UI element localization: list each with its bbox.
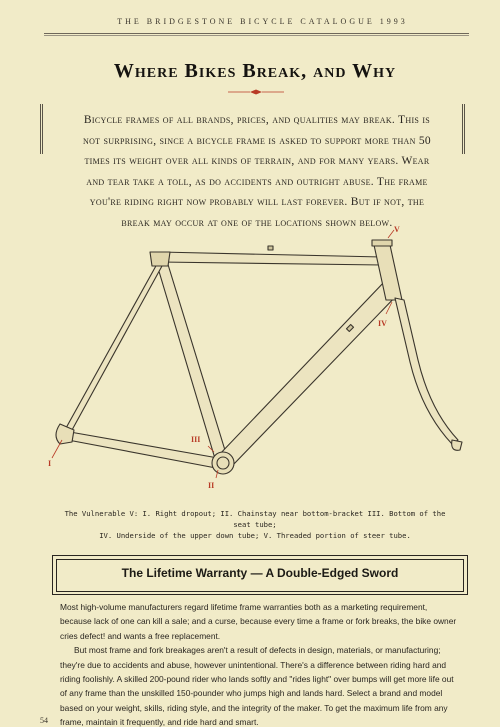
warranty-body: [60, 600, 460, 727]
catalogue-header: THE BRIDGESTONE BICYCLE CATALOGUE 1993: [117, 17, 408, 26]
headset: [372, 240, 392, 246]
diagram-caption: [60, 508, 450, 541]
caption-line-2: IV. Underside of the upper down tube; V. Threaded portion of steer tube.: [99, 531, 411, 540]
page-title: Where Bikes Break, and Why: [113, 60, 397, 82]
fork-dropout: [452, 440, 462, 450]
caption-line-1: The Vulnerable V: I. Right dropout; II. Chainstay near bottom-bracket III. Bottom of the seat tube;: [64, 509, 446, 529]
marker-iii: III: [191, 435, 201, 444]
bottom-bracket: [212, 452, 234, 474]
marker-iv: IV: [378, 319, 387, 328]
warranty-paragraph-2: But most frame and fork breakages aren't a result of defects in design, materials, or manufacturing; they're due to accidents and abuse, however unintentional. There's a difference between riding hard and riding foolishly. A skilled 200-pound rider who lands softly and "rides light" over bumps will get more life out of any frame than the unskilled 150-pounder who jumps high and lands hard. Select a brand and model based on your weight, skills, riding style, and the integrity of the maker. To get the maximum life from any frame, maintain it frequently, and ride hard and smart.: [60, 645, 454, 727]
warranty-title: The Lifetime Warranty — A Double-Edged Sword: [121, 566, 399, 580]
marker-v: V: [394, 225, 400, 234]
warranty-paragraph-1: Most high-volume manufacturers regard lifetime frame warranties both as a marketing requirement, because lack of one can kill a sale; and a curse, because every time a frame or fork breaks, the bike owner cries defect! and wants a free replacement.: [60, 602, 457, 641]
top-tube: [160, 252, 382, 265]
fork-blade: [395, 298, 458, 444]
intro-paragraph: Bicycle frames of all brands, prices, and qualities may break. This is not surprising, since a bicycle frame is asked to support more than 50 times its weight over all kinds of terrain, and for many years. Wear and tear take a toll, as do accidents and outright abuse. The frame you're riding right now probably will last forever. But if not, the break may occur at one of the locations shown below.: [83, 114, 431, 229]
page-number: 54: [40, 716, 48, 725]
marker-i: I: [48, 459, 52, 468]
frame-tubes: [56, 240, 462, 474]
seat-stay: [66, 264, 162, 430]
marker-ii: II: [208, 481, 215, 490]
seat-tube: [155, 258, 228, 462]
seat-lug: [150, 252, 170, 266]
down-tube: [218, 280, 400, 466]
